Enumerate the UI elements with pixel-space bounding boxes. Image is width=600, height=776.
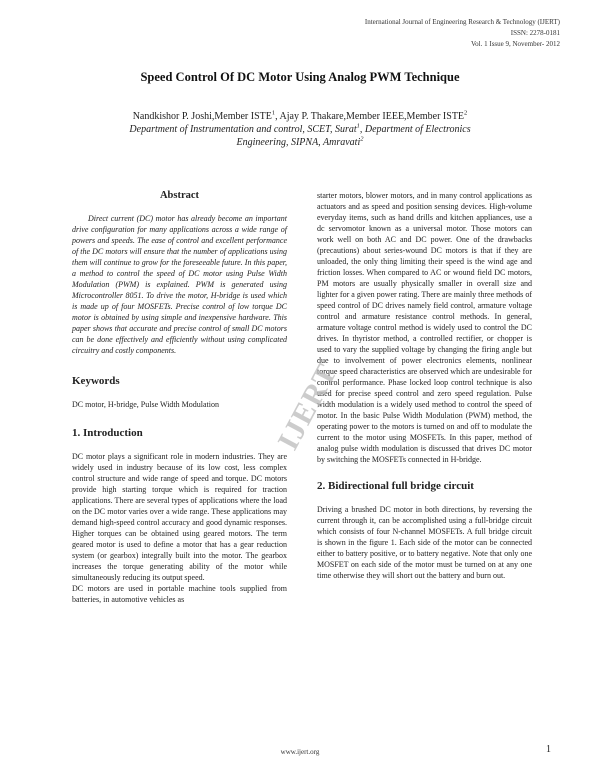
volume-issue: Vol. 1 Issue 9, November- 2012	[471, 40, 560, 48]
dept-1: Department of Instrumentation and control, SCET, Surat	[129, 124, 357, 135]
abstract-text: Direct current (DC) motor has already become an important drive configuration for many applications across a wide range of powers and speeds. The ease of control and excellent performance of the DC motors will ensure that the number of applications using them will continue to grow for the foreseeable future. In this paper, a method to control the speed of DC motor using Pulse Width Modulation (PWM) is explained. PWM is generated using Microcontroller 8051. To drive the motor, H-bridge is used which is made up of four MOSFETs. Precise control of low torque DC motor is obtained by using simple and inexpensive hardware. This paper shows that accurate and precise control of small DC motors can be done effectively and efficiently without using complicated circuitry and costly components.	[72, 214, 287, 355]
author-2: , Ajay P. Thakare,Member IEEE,Member ISTE	[275, 111, 465, 122]
footer-url: www.ijert.org	[280, 748, 320, 756]
introduction-heading: 1. Introduction	[72, 427, 143, 439]
dept-2: , Department of Electronics	[359, 124, 471, 135]
author-block	[0, 110, 600, 149]
section-2-text: Driving a brushed DC motor in both directions, by reversing the current through it, can be accomplished using a full-bridge circuit which consists of four N-channel MOSFETs. A full bridge circuit is shown in the figure 1. Each side of the motor can be connected either to battery positive, or to battery negative. Note that only one MOSFET on each side of the motor must be turned on at any one time otherwise they will short out the battery and burn out.	[317, 505, 532, 580]
journal-header	[365, 17, 560, 50]
section-2-heading: 2. Bidirectional full bridge circuit	[317, 480, 474, 492]
author-2-affil: 2	[464, 109, 468, 117]
affiliation-line-1	[0, 123, 600, 136]
issn: ISSN: 2278-0181	[510, 29, 560, 37]
paper-title: Speed Control Of DC Motor Using Analog PWM Technique	[140, 70, 460, 84]
author-1-affil: 1	[271, 109, 276, 117]
dept-3: Engineering, SIPNA, Amravati	[236, 137, 361, 148]
ijert-watermark: IJERT	[271, 358, 344, 456]
abstract-heading: Abstract	[159, 190, 200, 201]
right-column	[317, 190, 532, 581]
page-number: 1	[546, 744, 551, 755]
intro-paragraph-2: DC motors are used in portable machine tools supplied from batteries, in automotive vehicles as	[72, 584, 287, 604]
author-1: Nandkishor P. Joshi,Member ISTE	[132, 111, 272, 122]
left-column	[72, 190, 287, 605]
intro-paragraph-2-continued: starter motors, blower motors, and in many control applications as actuators and as speed and position sensing devices. High-volume everyday items, such as hand drills and kitchen appliances, use a dc servomotor known as a universal motor. Those motors can work well on both AC and DC power. One of the drawbacks (precautions) about series-wound DC motors is that if they are unloaded, the only thing limiting their speed is the wind age and friction losses. When compared to AC or wound field DC motors, PM motors are usually physically smaller in overall size and lighter for a given power rating. There are mainly three methods of speed control of DC drives namely field control, armature voltage control and armature resistance control methods. In general, armature voltage control method is widely used to control the DC drives. In thyristor method, a controlled rectifier, or chopper is used to vary the supplied voltage by changing the firing angle but due to involvement of power electronics elements, nonlinear torque speed characteristics are observed which are undesirable for control performance. Phase locked loop control technique is also used for precise speed control and zero speed regulation. Pulse width modulation is a widely used method to control the speed of motor. In the basic Pulse Width Modulation (PWM) method, the operating power to the motors is turned on and off to modulate the current to the motor using MOSFETs. In this paper, method of analog pulse width modulation is discussed that drives DC motor by switching the MOSFETs connected in H-bridge.	[317, 191, 532, 464]
dept-1-affil: 1	[356, 122, 360, 130]
affiliation-line-2	[0, 136, 600, 149]
keywords-heading: Keywords	[72, 375, 120, 387]
journal-name: International Journal of Engineering Research & Technology (IJERT)	[364, 18, 560, 26]
keywords-text: DC motor, H-bridge, Pulse Width Modulation	[72, 400, 219, 409]
author-line	[0, 110, 600, 123]
intro-paragraph-1: DC motor plays a significant role in modern industries. They are widely used in industry because of its low cost, less complex control structure and wide range of speed and torque. DC motors provide high starting torque which is required for traction applications. There are several types of applications where the load on the DC motor varies over a wide range. These applications may demand high-speed control accuracy and good dynamic responses. Higher torques can be obtained using geared motors. The term geared motor is used to define a motor that has a gear reduction system (or gearbox) integrally built into the motor. The gearbox increases the torque generating ability of the motor while simultaneously reducing its output speed.	[72, 452, 287, 582]
dept-3-affil: 2	[360, 135, 364, 143]
